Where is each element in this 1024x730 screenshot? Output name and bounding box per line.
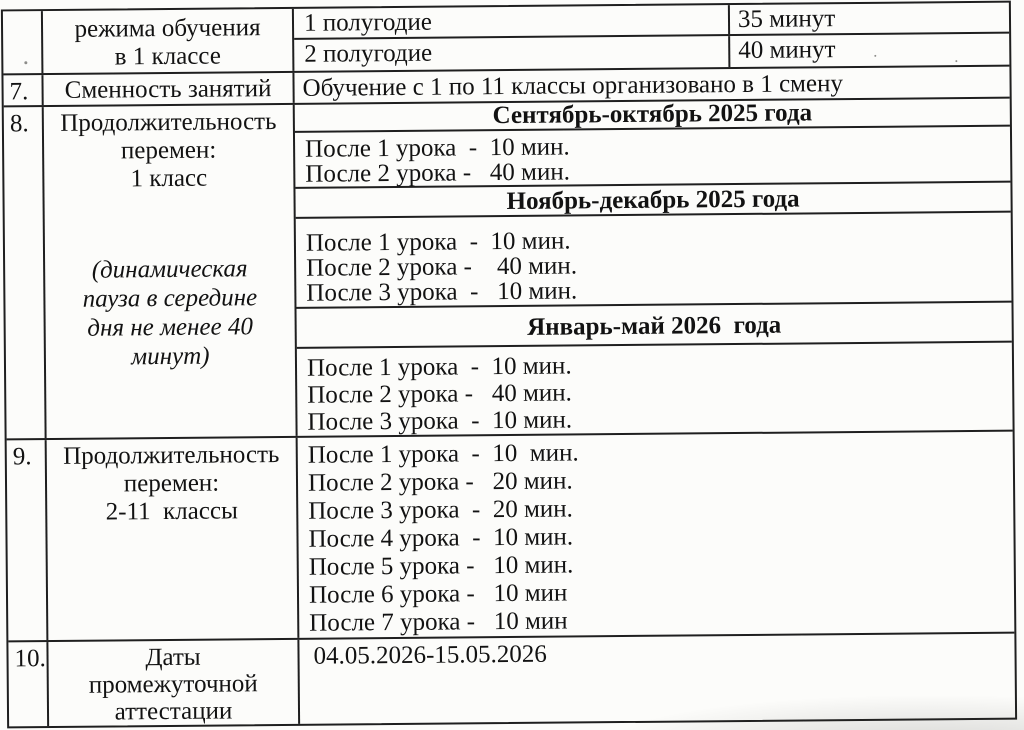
shift-info-text: Обучение с 1 по 11 классы организовано в 1 смену (302, 70, 844, 102)
period-header-sep-oct: Сентябрь-октябрь 2025 года (295, 99, 1010, 133)
breaks-block-sep-oct (295, 127, 1010, 189)
break-line: После 4 урока - 10 мин. (308, 523, 574, 553)
semester-label: 2 полугодие (294, 36, 730, 71)
lesson-duration: 35 минут (737, 5, 836, 34)
table-row-8 (4, 99, 1013, 441)
row-label-cell (47, 438, 300, 640)
table-row-carryover (3, 3, 1010, 76)
semester-label: 1 полугодие (294, 5, 730, 38)
note-line: дня не менее 40 (87, 313, 254, 342)
label-line: Продолжительность (63, 441, 280, 470)
lesson-duration: 40 минут (738, 36, 836, 65)
label-line: аттестации (114, 697, 233, 726)
table-row-10 (8, 634, 1015, 727)
row-content-cell (294, 67, 1009, 103)
label-line: перемен: (123, 469, 220, 498)
breaks-block-jan-may (297, 343, 1013, 436)
note-line: пауза в середине (82, 284, 258, 313)
break-line: После 6 урока - 10 мин (308, 579, 568, 609)
label-line: 2-11 классы (105, 497, 238, 526)
label-line: Сменность занятий (64, 75, 272, 104)
row-label-cell (48, 640, 300, 726)
row-label-cell (43, 73, 294, 105)
row-number-cell: 8. (4, 107, 47, 438)
row-label-cell (44, 105, 298, 438)
break-line: После 5 урока - 10 мин. (308, 551, 574, 581)
label-line: промежуточной (88, 670, 258, 699)
row-content-cell (295, 99, 1013, 436)
period-header-jan-may: Январь-май 2026 года (297, 303, 1012, 349)
row-number-cell: 9. (7, 440, 49, 640)
row-content-cell (299, 634, 1015, 724)
break-line: После 1 урока - 10 мин. (307, 439, 579, 469)
label-line: режима обучения (74, 14, 261, 43)
break-line: После 7 урока - 10 мин (309, 607, 568, 637)
break-line: После 1 урока - 10 мин. (306, 352, 572, 382)
dynamic-pause-note (45, 254, 295, 372)
assessment-dates-text: 04.05.2026-15.05.2026 (313, 640, 547, 670)
row-number-cell (3, 11, 44, 73)
break-line: После 3 урока - 10 мин. (307, 406, 573, 436)
row-label-cell (43, 9, 295, 73)
break-line: После 3 урока - 20 мин. (308, 495, 574, 525)
break-line: После 2 урока - 20 мин. (307, 467, 573, 497)
label-line: Даты (145, 643, 201, 672)
breaks-block-nov-dec (296, 213, 1012, 309)
break-line: После 2 урока - 40 мин. (305, 158, 571, 188)
scan-speck (24, 61, 27, 64)
row-number-cell: 7. (3, 75, 43, 105)
label-line: 1 класс (130, 164, 208, 193)
break-line: После 2 урока - 40 мин. (306, 252, 578, 282)
scan-speck (955, 60, 957, 62)
period-header-nov-dec: Ноябрь-декабрь 2025 года (295, 183, 1010, 219)
label-line: в 1 классе (114, 42, 221, 71)
scan-speck (874, 55, 876, 57)
row-content-cell (294, 3, 1010, 71)
break-line: После 3 урока - 10 мин. (306, 277, 578, 307)
label-line: перемен: (120, 136, 217, 165)
semester-subrow (294, 34, 1009, 71)
note-line: (динамическая (91, 255, 248, 284)
break-line: После 1 урока - 10 мин. (305, 227, 571, 257)
row-number-cell: 10. (8, 642, 49, 726)
row-content-cell (298, 432, 1015, 638)
break-line: После 2 урока - 40 мин. (307, 379, 572, 409)
school-schedule-table (1, 1, 1017, 729)
break-line: После 1 урока - 10 мин. (304, 133, 570, 163)
table-row-9 (7, 432, 1015, 643)
label-line: Продолжительность (60, 108, 277, 137)
note-line: минут) (131, 342, 210, 371)
